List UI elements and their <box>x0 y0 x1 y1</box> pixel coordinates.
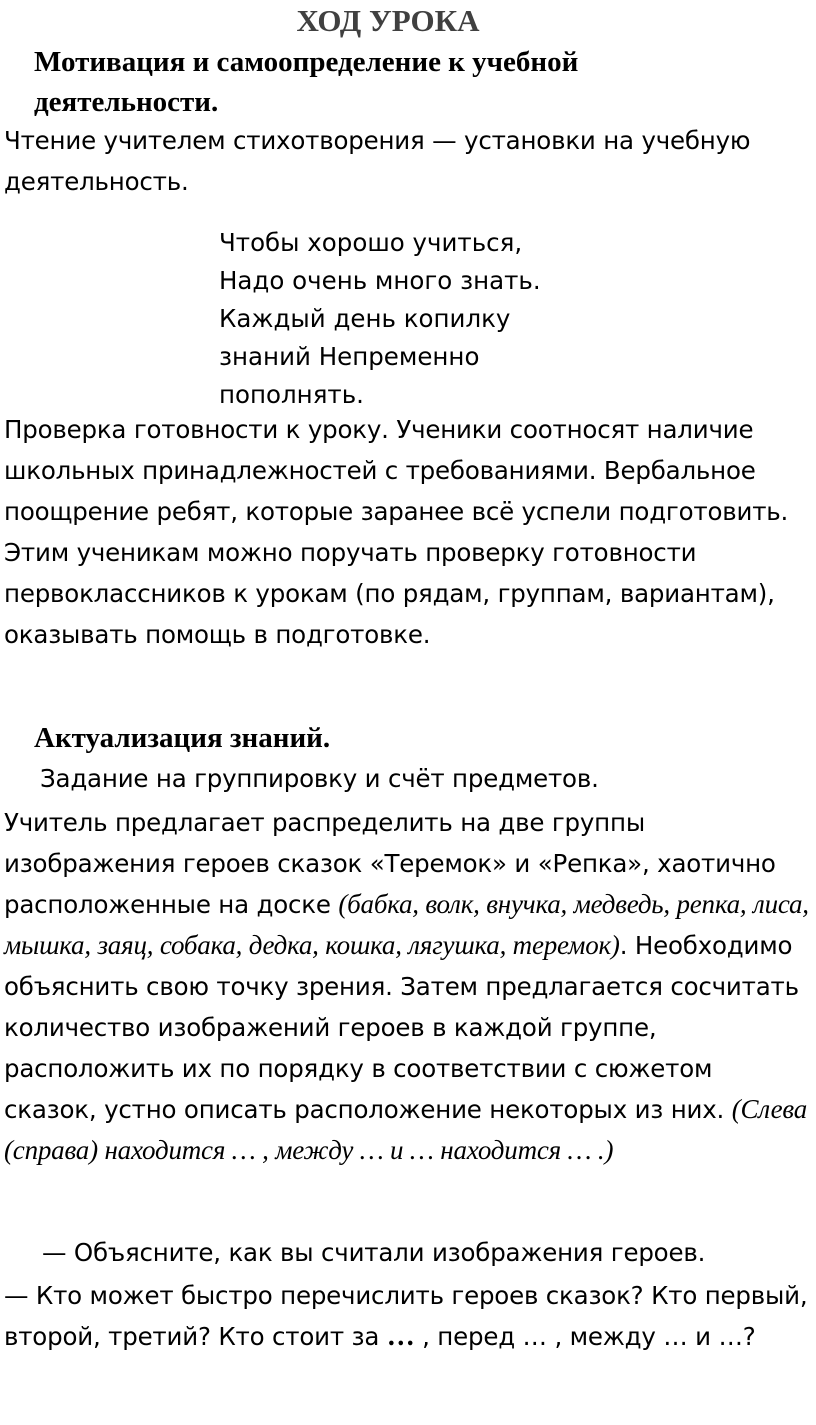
poem <box>219 224 639 414</box>
teacher-text-start: Учитель предлагает распределить на две группы изображения героев сказок «Теремок» и «Репка», хаотично расположенные на доске <box>4 808 776 919</box>
actualization-heading: Актуализация знаний. <box>34 722 331 754</box>
task-paragraph: Задание на группировку и счёт предметов. <box>40 764 599 793</box>
page-title: ХОД УРОКА <box>296 3 480 38</box>
question-2-ellipsis: … <box>386 1321 415 1352</box>
teacher-instructions-paragraph <box>4 802 810 1171</box>
poem-line: пополнять. <box>219 380 364 409</box>
poem-line: Чтобы хорошо учиться, <box>219 228 523 257</box>
question-2 <box>4 1275 810 1357</box>
question-1: — Объясните, как вы считали изображения героев. <box>42 1238 706 1267</box>
poem-line: Каждый день копилку <box>219 304 511 333</box>
motivation-heading: Мотивация и самоопределение к учебной деятельности. <box>34 46 579 118</box>
teacher-text-middle: . Необходимо объяснить свою точку зрения. Затем предлагается сосчитать количество изображений героев в каждой группе, расположить их по порядку в соответствии с сюжетом сказок, устно описать расположение некоторых из них. <box>4 931 799 1124</box>
poem-line: знаний Непременно <box>219 342 480 371</box>
intro-paragraph: Чтение учителем стихотворения — установки на учебную деятельность. <box>4 126 751 196</box>
position-phrase: (Слева (справа) находится … , между … и … находится … .) <box>4 1094 808 1165</box>
heroes-list: (бабка, волк, внучка, медведь, репка, лиса, мышка, заяц, собака, дедка, кошка, лягушка, теремок) <box>4 889 809 960</box>
question-2-start: — Кто может быстро перечислить героев сказок? Кто первый, второй, третий? Кто стоит за <box>4 1281 808 1351</box>
question-2-end: , перед … , между … и …? <box>414 1322 756 1351</box>
poem-line: Надо очень много знать. <box>219 266 541 295</box>
readiness-check-paragraph: Проверка готовности к уроку. Ученики соотносят наличие школьных принадлежностей с требованиями. Вербальное поощрение ребят, которые заранее всё успели подготовить. Этим ученикам можно поручать проверку готовности первоклассников к урокам (по рядам, группам, вариантам), оказывать помощь в подготовке. <box>4 415 789 649</box>
